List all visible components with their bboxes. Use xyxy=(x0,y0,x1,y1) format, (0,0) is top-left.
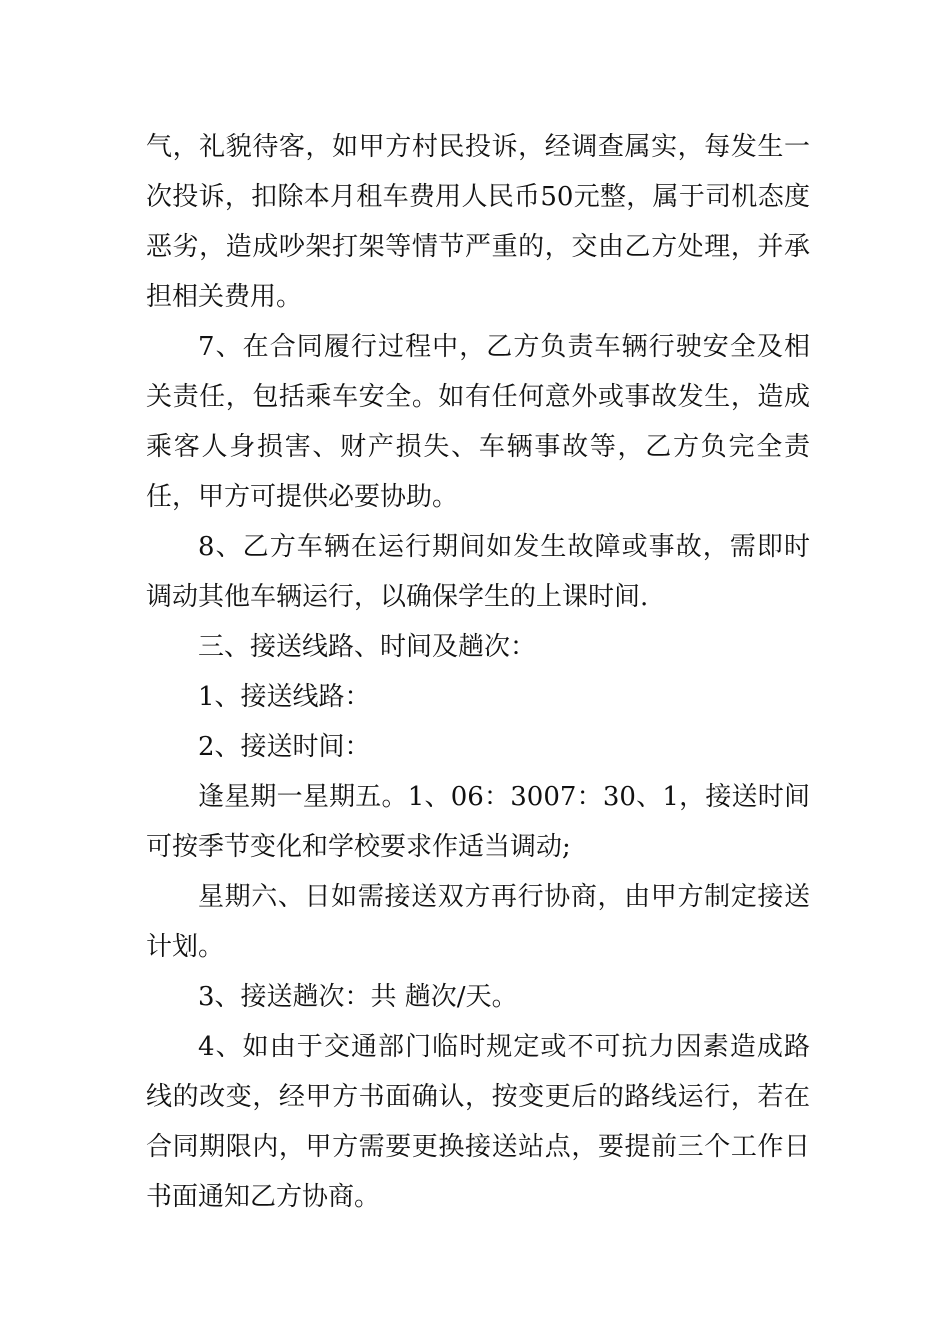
paragraph-weekend-schedule: 星期六、日如需接送双方再行协商，由甲方制定接送计划。 xyxy=(146,882,810,962)
paragraph-clause-7: 7、在合同履行过程中，乙方负责车辆行驶安全及相关责任，包括乘车安全。如有任何意外或事故发生，造成乘客人身损害、财产损失、车辆事故等，乙方负完全责任，甲方可提供必要协助。 xyxy=(146,332,810,512)
paragraph-clause-8: 8、乙方车辆在运行期间如发生故障或事故，需即时调动其他车辆运行，以确保学生的上课时间. xyxy=(146,532,810,612)
paragraph-weekday-schedule: 逢星期一星期五。1、06：3007：30、1，接送时间可按季节变化和学校要求作适当调动; xyxy=(146,782,810,862)
paragraph-trips: 3、接送趟次：共 趟次/天。 xyxy=(198,982,518,1012)
paragraph-time: 2、接送时间： xyxy=(198,732,371,762)
paragraph-continuation: 气，礼貌待客，如甲方村民投诉，经调查属实，每发生一次投诉，扣除本月租车费用人民币50元整，属于司机态度恶劣，造成吵架打架等情节严重的，交由乙方处理，并承担相关费用。 xyxy=(146,132,810,312)
document-body xyxy=(146,122,810,1222)
paragraph-route: 1、接送线路： xyxy=(198,682,371,712)
paragraph-route-change: 4、如由于交通部门临时规定或不可抗力因素造成路线的改变，经甲方书面确认，按变更后的路线运行，若在合同期限内，甲方需要更换接送站点，要提前三个工作日书面通知乙方协商。 xyxy=(146,1032,810,1212)
section-heading-3: 三、接送线路、时间及趟次： xyxy=(198,632,537,662)
